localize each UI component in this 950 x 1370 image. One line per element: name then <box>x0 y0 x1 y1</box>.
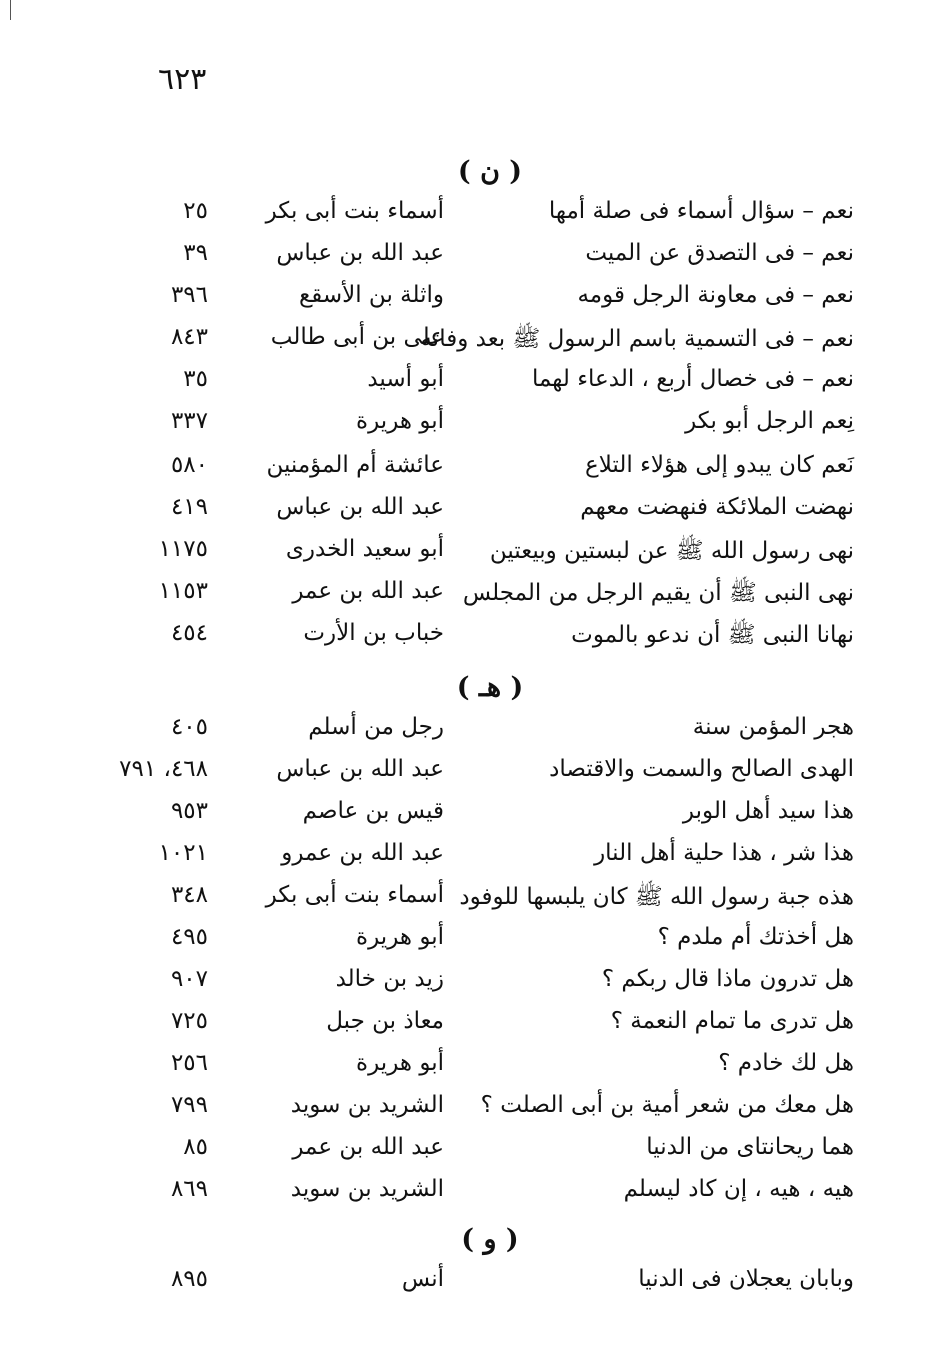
index-entry <box>0 966 950 1008</box>
entry-text: هل لك خادم ؟ <box>718 1050 854 1076</box>
entry-text: هجر المؤمن سنة <box>692 714 854 740</box>
index-entry <box>0 1134 950 1176</box>
entry-page-ref: ٩٥٣ <box>170 798 208 824</box>
index-entry <box>0 408 950 450</box>
entry-page-ref: ٥٨٠ <box>170 452 208 478</box>
entry-page-ref: ٧٩٩ <box>170 1092 208 1118</box>
page-number: ٦٢٣ <box>158 62 207 97</box>
index-entry <box>0 240 950 282</box>
index-entry <box>0 1050 950 1092</box>
entry-page-ref: ٤٩٥ <box>170 924 208 950</box>
entry-text: نهضت الملائكة فنهضت معهم <box>580 494 854 520</box>
entry-text: نعم – فى التصدق عن الميت <box>585 240 854 266</box>
entry-narrator: عبد الله بن عمر <box>292 1134 444 1160</box>
index-entry <box>0 536 950 578</box>
entry-narrator: عبد الله بن عمرو <box>281 840 444 866</box>
entry-text: نعم – فى التسمية باسم الرسول ﷺ بعد وفاته <box>420 326 854 352</box>
entry-text: نعم – فى معاونة الرجل قومه <box>577 282 854 308</box>
entry-narrator: زيد بن خالد <box>335 966 444 992</box>
entry-page-ref: ٧٢٥ <box>170 1008 208 1034</box>
entry-narrator: الشريد بن سويد <box>290 1092 444 1118</box>
entry-narrator: الشريد بن سويد <box>290 1176 444 1202</box>
entry-text: هل تدرون ماذا قال ربكم ؟ <box>601 966 854 992</box>
entry-text: هل أخذتك أم ملدم ؟ <box>657 924 854 950</box>
entry-page-ref: ٨٦٩ <box>170 1176 208 1202</box>
entry-page-ref: ٤٦٨، ٧٩١ <box>119 756 208 782</box>
entry-page-ref: ٨٩٥ <box>170 1266 208 1292</box>
section-header: ( هـ ) <box>456 672 524 703</box>
index-entry <box>0 452 950 494</box>
index-entry <box>0 798 950 840</box>
index-entry <box>0 282 950 324</box>
index-entry <box>0 1176 950 1218</box>
entry-page-ref: ٣٣٧ <box>170 408 208 434</box>
index-entry <box>0 1266 950 1308</box>
entry-text: هل معك من شعر أمية بن أبى الصلت ؟ <box>480 1092 854 1118</box>
index-entry <box>0 1008 950 1050</box>
entry-narrator: خباب بن الأرت <box>303 620 444 646</box>
entry-page-ref: ٢٥٦ <box>170 1050 208 1076</box>
index-entry <box>0 882 950 924</box>
section-header: ( و ) <box>461 1224 519 1255</box>
entry-narrator: عائشة أم المؤمنين <box>266 452 444 478</box>
entry-page-ref: ٨٤٣ <box>170 324 208 350</box>
entry-narrator: أبو أسيد <box>367 366 444 392</box>
entry-text: نهى النبى ﷺ أن يقيم الرجل من المجلس <box>462 580 854 606</box>
index-entry <box>0 714 950 756</box>
entry-text: نِعم الرجل أبو بكر <box>685 408 854 434</box>
entry-narrator: معاذ بن جبل <box>326 1008 444 1034</box>
entry-text: وبابان يعجلان فى الدنيا <box>638 1266 854 1292</box>
entry-page-ref: ٤٥٤ <box>170 620 208 646</box>
entry-page-ref: ١٠٢١ <box>158 840 208 866</box>
index-entry <box>0 924 950 966</box>
index-entry <box>0 840 950 882</box>
entry-page-ref: ٣٥ <box>183 366 208 392</box>
entry-page-ref: ٣٤٨ <box>170 882 208 908</box>
entry-narrator: رجل من أسلم <box>308 714 444 740</box>
entry-text: هما ريحانتاى من الدنيا <box>646 1134 854 1160</box>
index-entry <box>0 494 950 536</box>
entry-text: نهى رسول الله ﷺ عن لبستين وبيعتين <box>489 538 854 564</box>
entry-narrator: عبد الله بن عمر <box>292 578 444 604</box>
entry-page-ref: ٨٥ <box>183 1134 208 1160</box>
entry-page-ref: ٤٠٥ <box>170 714 208 740</box>
entry-narrator: أسماء بنت أبى بكر <box>265 882 444 908</box>
index-entry <box>0 366 950 408</box>
entry-narrator: عبد الله بن عباس <box>276 756 444 782</box>
index-entry <box>0 756 950 798</box>
entry-page-ref: ٤١٩ <box>170 494 208 520</box>
entry-narrator: قيس بن عاصم <box>302 798 444 824</box>
entry-text: نعم – سؤال أسماء فى صلة أمها <box>548 198 854 224</box>
entry-page-ref: ٣٩ <box>183 240 208 266</box>
entry-text: هيه ، هيه ، إن كاد ليسلم <box>623 1176 854 1202</box>
entry-text: هل تدرى ما تمام النعمة ؟ <box>610 1008 854 1034</box>
entry-narrator: أبو هريرة <box>356 408 444 434</box>
entry-text: نعم – فى خصال أربع ، الدعاء لهما <box>531 366 854 392</box>
entry-narrator: عبد الله بن عباس <box>276 240 444 266</box>
entry-narrator: أسماء بنت أبى بكر <box>265 198 444 224</box>
entry-narrator: عبد الله بن عباس <box>276 494 444 520</box>
entry-narrator: أنس <box>401 1266 444 1292</box>
entry-narrator: أبو هريرة <box>356 1050 444 1076</box>
entry-text: نَعم كان يبدو إلى هؤلاء التلاع <box>584 452 854 478</box>
entry-text: نهانا النبى ﷺ أن ندعو بالموت <box>571 622 854 648</box>
entry-text: هذا سيد أهل الوبر <box>682 798 854 824</box>
entry-page-ref: ٣٩٦ <box>170 282 208 308</box>
entry-page-ref: ١١٧٥ <box>158 536 208 562</box>
entry-page-ref: ٢٥ <box>183 198 208 224</box>
index-entry <box>0 1092 950 1134</box>
page-edge-mark <box>10 0 11 20</box>
index-entry <box>0 578 950 620</box>
entry-page-ref: ١١٥٣ <box>158 578 208 604</box>
index-entry <box>0 324 950 366</box>
entry-narrator: أبو سعيد الخدرى <box>285 536 444 562</box>
section-header: ( ن ) <box>457 156 523 187</box>
entry-narrator: واثلة بن الأسقع <box>298 282 444 308</box>
entry-narrator: أبو هريرة <box>356 924 444 950</box>
entry-text: هذا شر ، هذا حلية أهل النار <box>594 840 854 866</box>
entry-narrator: على بن أبى طالب <box>270 324 444 350</box>
index-entry <box>0 198 950 240</box>
entry-page-ref: ٩٠٧ <box>170 966 208 992</box>
entry-text: الهدى الصالح والسمت والاقتصاد <box>549 756 854 782</box>
index-entry <box>0 620 950 662</box>
entry-text: هذه جبة رسول الله ﷺ كان يلبسها للوفود <box>459 884 854 910</box>
